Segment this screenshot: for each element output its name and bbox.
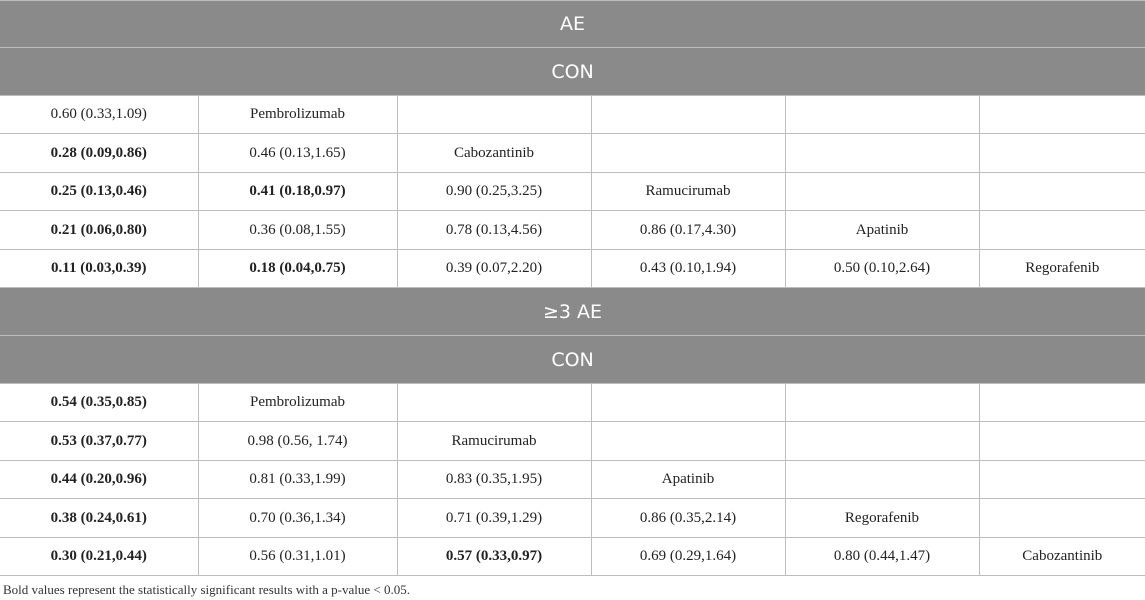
table-cell: 0.71 (0.39,1.29) <box>397 499 591 538</box>
table-cell: 0.44 (0.20,0.96) <box>0 461 198 499</box>
table-cell: 0.86 (0.17,4.30) <box>591 211 785 250</box>
table-row <box>0 538 1145 576</box>
table-cell: 0.50 (0.10,2.64) <box>785 250 979 288</box>
table-cell: 0.21 (0.06,0.80) <box>0 211 198 250</box>
table-row <box>0 134 1145 173</box>
table-cell: Regorafenib <box>979 250 1145 288</box>
table-cell: 0.46 (0.13,1.65) <box>198 134 397 173</box>
table-cell: Cabozantinib <box>979 538 1145 576</box>
table-cell: 0.60 (0.33,1.09) <box>0 96 198 134</box>
table-cell: Ramucirumab <box>397 422 591 461</box>
section-subtitle-row <box>0 48 1145 96</box>
section-subtitle-con: CON <box>551 60 594 83</box>
table-cell: 0.69 (0.29,1.64) <box>591 538 785 576</box>
section-title-row <box>0 1 1145 48</box>
table-cell <box>979 211 1145 250</box>
section-title-grade3-ae: ≥3 AE <box>543 300 603 323</box>
table-cell <box>979 422 1145 461</box>
table-cell: 0.28 (0.09,0.86) <box>0 134 198 173</box>
table-row <box>0 499 1145 538</box>
section-subtitle-con: CON <box>551 348 594 371</box>
table-cell: 0.70 (0.36,1.34) <box>198 499 397 538</box>
table-cell: Regorafenib <box>785 499 979 538</box>
section-title-ae: AE <box>560 13 586 35</box>
table-cell: 0.38 (0.24,0.61) <box>0 499 198 538</box>
table-cell: Ramucirumab <box>591 173 785 211</box>
table-row <box>0 250 1145 288</box>
table-cell: 0.11 (0.03,0.39) <box>0 250 198 288</box>
table-cell: 0.56 (0.31,1.01) <box>198 538 397 576</box>
table-cell <box>785 384 979 422</box>
table-cell: 0.41 (0.18,0.97) <box>198 173 397 211</box>
table-cell <box>979 173 1145 211</box>
table-row <box>0 422 1145 461</box>
table-cell <box>591 96 785 134</box>
table-cell <box>979 461 1145 499</box>
table-cell <box>785 173 979 211</box>
table-cell: 0.36 (0.08,1.55) <box>198 211 397 250</box>
table-cell: 0.39 (0.07,2.20) <box>397 250 591 288</box>
table-cell <box>785 96 979 134</box>
table-cell <box>397 96 591 134</box>
table-cell <box>979 134 1145 173</box>
table-cell: 0.43 (0.10,1.94) <box>591 250 785 288</box>
table-cell <box>591 384 785 422</box>
table-cell: Apatinib <box>591 461 785 499</box>
table-cell <box>979 384 1145 422</box>
table-cell: 0.80 (0.44,1.47) <box>785 538 979 576</box>
table-row <box>0 211 1145 250</box>
table-cell <box>397 384 591 422</box>
table-cell: Apatinib <box>785 211 979 250</box>
table-cell: 0.81 (0.33,1.99) <box>198 461 397 499</box>
table-cell: 0.90 (0.25,3.25) <box>397 173 591 211</box>
table-cell: Pembrolizumab <box>198 384 397 422</box>
table-cell: Pembrolizumab <box>198 96 397 134</box>
table-row <box>0 173 1145 211</box>
table-cell: 0.86 (0.35,2.14) <box>591 499 785 538</box>
table-row <box>0 96 1145 134</box>
table-cell: 0.83 (0.35,1.95) <box>397 461 591 499</box>
table-cell <box>591 134 785 173</box>
table-cell <box>591 422 785 461</box>
table-cell <box>979 499 1145 538</box>
table-cell: 0.57 (0.33,0.97) <box>397 538 591 576</box>
table-cell: Cabozantinib <box>397 134 591 173</box>
table-cell <box>785 422 979 461</box>
section-title-row <box>0 288 1145 336</box>
table-row <box>0 384 1145 422</box>
table-cell: 0.53 (0.37,0.77) <box>0 422 198 461</box>
section-subtitle-row <box>0 336 1145 384</box>
table-row <box>0 461 1145 499</box>
table-cell: 0.54 (0.35,0.85) <box>0 384 198 422</box>
table-cell <box>785 461 979 499</box>
table-cell: 0.30 (0.21,0.44) <box>0 538 198 576</box>
table-cell: 0.78 (0.13,4.56) <box>397 211 591 250</box>
table-cell <box>785 134 979 173</box>
table-cell <box>979 96 1145 134</box>
table-footnote: Bold values represent the statistically significant results with a p-value < 0.05. <box>3 582 410 597</box>
table-cell: 0.98 (0.56, 1.74) <box>198 422 397 461</box>
table-cell: 0.25 (0.13,0.46) <box>0 173 198 211</box>
table-cell: 0.18 (0.04,0.75) <box>198 250 397 288</box>
